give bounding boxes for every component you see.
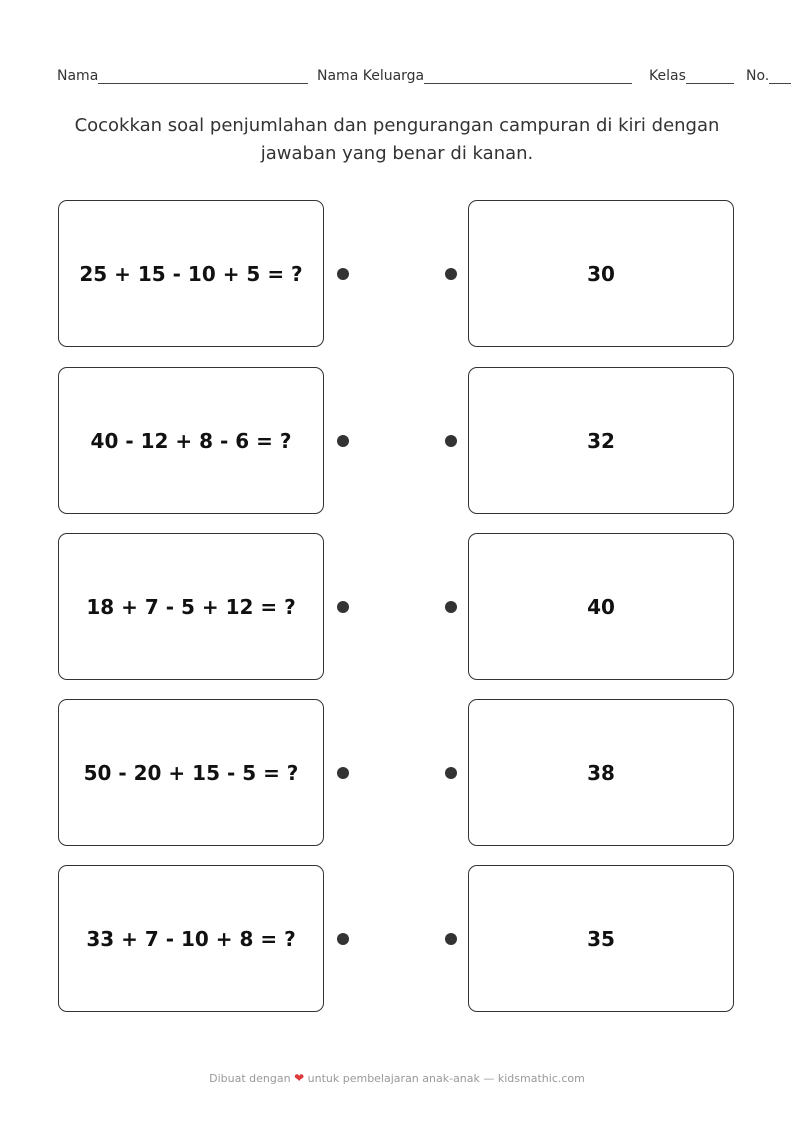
class-label: Kelas [649, 68, 686, 84]
number-label: No. [746, 68, 770, 84]
answer-card: 40 [468, 533, 734, 680]
heart-icon: ❤ [294, 1071, 305, 1085]
problem-connector-dot[interactable] [337, 601, 349, 613]
number-line[interactable] [769, 69, 791, 84]
name-field[interactable] [57, 68, 308, 84]
footer-credit [0, 1071, 794, 1085]
problem-connector-dot[interactable] [337, 435, 349, 447]
answer-card: 38 [468, 699, 734, 846]
family-name-field[interactable] [317, 68, 632, 84]
answer-card: 30 [468, 200, 734, 347]
answer-card: 32 [468, 367, 734, 514]
problem-card: 25 + 15 - 10 + 5 = ? [58, 200, 324, 347]
answer-connector-dot[interactable] [445, 435, 457, 447]
problem-card: 18 + 7 - 5 + 12 = ? [58, 533, 324, 680]
name-line[interactable] [98, 69, 308, 84]
answer-connector-dot[interactable] [445, 933, 457, 945]
student-info-header [57, 68, 794, 88]
problem-card: 50 - 20 + 15 - 5 = ? [58, 699, 324, 846]
answer-connector-dot[interactable] [445, 268, 457, 280]
number-field[interactable] [746, 68, 791, 84]
footer-suffix: untuk pembelajaran anak-anak — kidsmathic.com [307, 1072, 585, 1085]
instructions-text: Cocokkan soal penjumlahan dan pengurangan campuran di kiri dengan jawaban yang benar di kanan. [74, 115, 720, 164]
problem-connector-dot[interactable] [337, 268, 349, 280]
class-line[interactable] [686, 69, 734, 84]
footer-prefix: Dibuat dengan [209, 1072, 291, 1085]
name-label: Nama [57, 68, 99, 84]
class-field[interactable] [649, 68, 734, 84]
problem-connector-dot[interactable] [337, 933, 349, 945]
answer-card: 35 [468, 865, 734, 1012]
family-name-label: Nama Keluarga [317, 68, 425, 84]
answer-connector-dot[interactable] [445, 767, 457, 779]
problem-card: 40 - 12 + 8 - 6 = ? [58, 367, 324, 514]
answer-connector-dot[interactable] [445, 601, 457, 613]
problem-card: 33 + 7 - 10 + 8 = ? [58, 865, 324, 1012]
problem-connector-dot[interactable] [337, 767, 349, 779]
family-name-line[interactable] [424, 69, 632, 84]
